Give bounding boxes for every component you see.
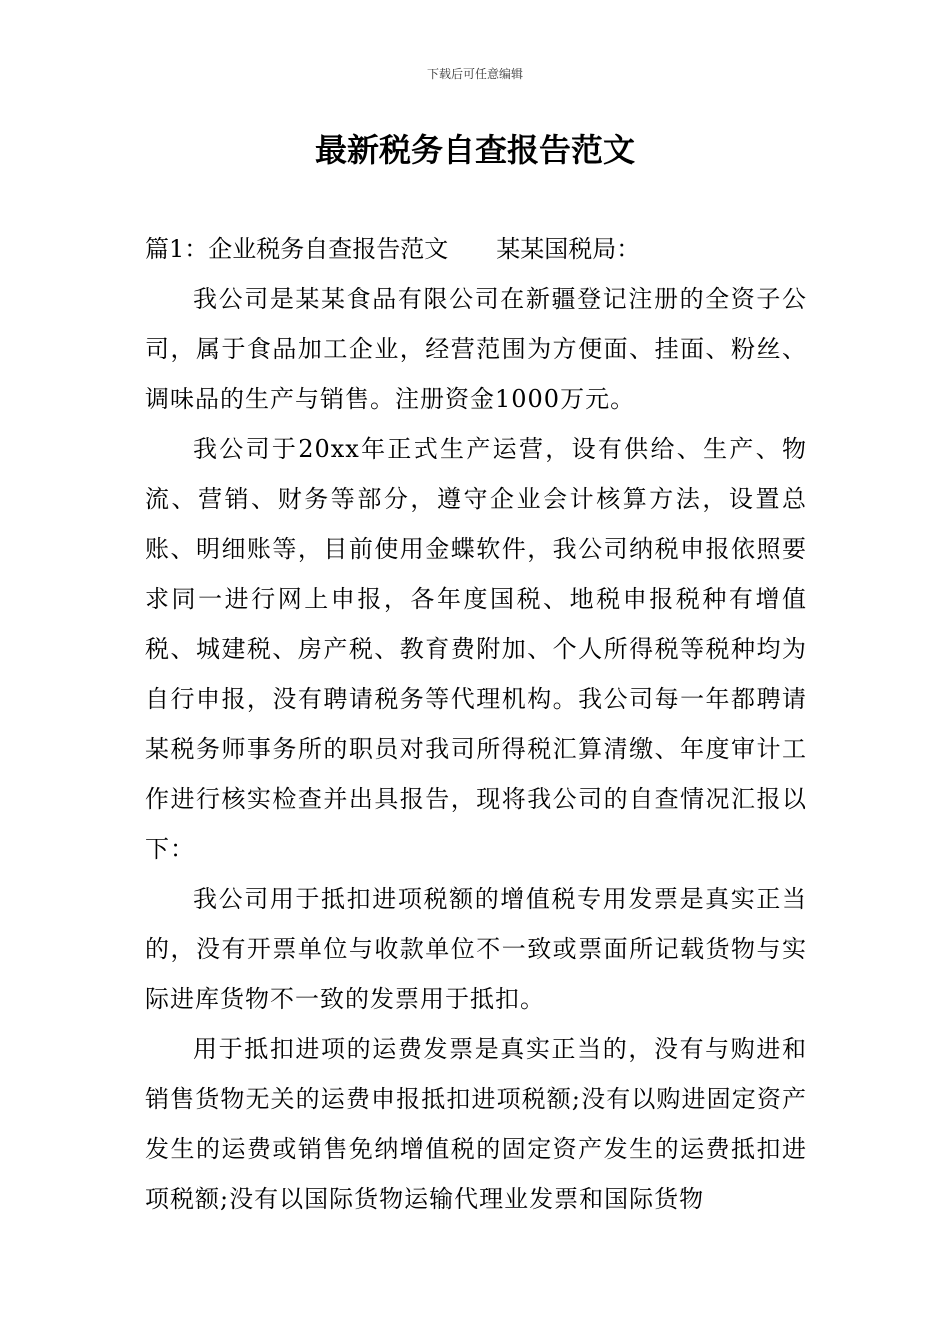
header-note: 下载后可任意编辑 (426, 67, 523, 81)
paragraph-4: 用于抵扣进项的运费发票是真实正当的，没有与购进和销售货物无关的运费申报抵扣进项税额;没有以购进固定资产发生的运费或销售免纳增值税的固定资产发生的运费抵扣进项税额;没有以国际货物运输代理业发票和国际货物 (145, 1035, 807, 1213)
section-heading: 篇1：企业税务自查报告范文 某某国税局： (145, 235, 641, 263)
paragraph-3: 我公司用于抵扣进项税额的增值税专用发票是真实正当的，没有开票单位与收款单位不一致或票面所记载货物与实际进库货物不一致的发票用于抵扣。 (145, 885, 807, 1013)
document-title: 最新税务自查报告范文 (314, 131, 635, 169)
document-body (145, 224, 807, 1224)
paragraph-1: 我公司是某某食品有限公司在新疆登记注册的全资子公司，属于食品加工企业，经营范围为方便面、挂面、粉丝、调味品的生产与销售。注册资金1000万元。 (145, 285, 807, 413)
paragraph-2: 我公司于20xx年正式生产运营，设有供给、生产、物流、营销、财务等部分，遵守企业会计核算方法，设置总账、明细账等，目前使用金蝶软件，我公司纳税申报依照要求同一进行网上申报，各年度国税、地税申报税种有增值税、城建税、房产税、教育费附加、个人所得税等税种均为自行申报，没有聘请税务等代理机构。我公司每一年都聘请某税务师事务所的职员对我司所得税汇算清缴、年度审计工作进行核实检查并出具报告，现将我公司的自查情况汇报以下： (145, 435, 807, 863)
